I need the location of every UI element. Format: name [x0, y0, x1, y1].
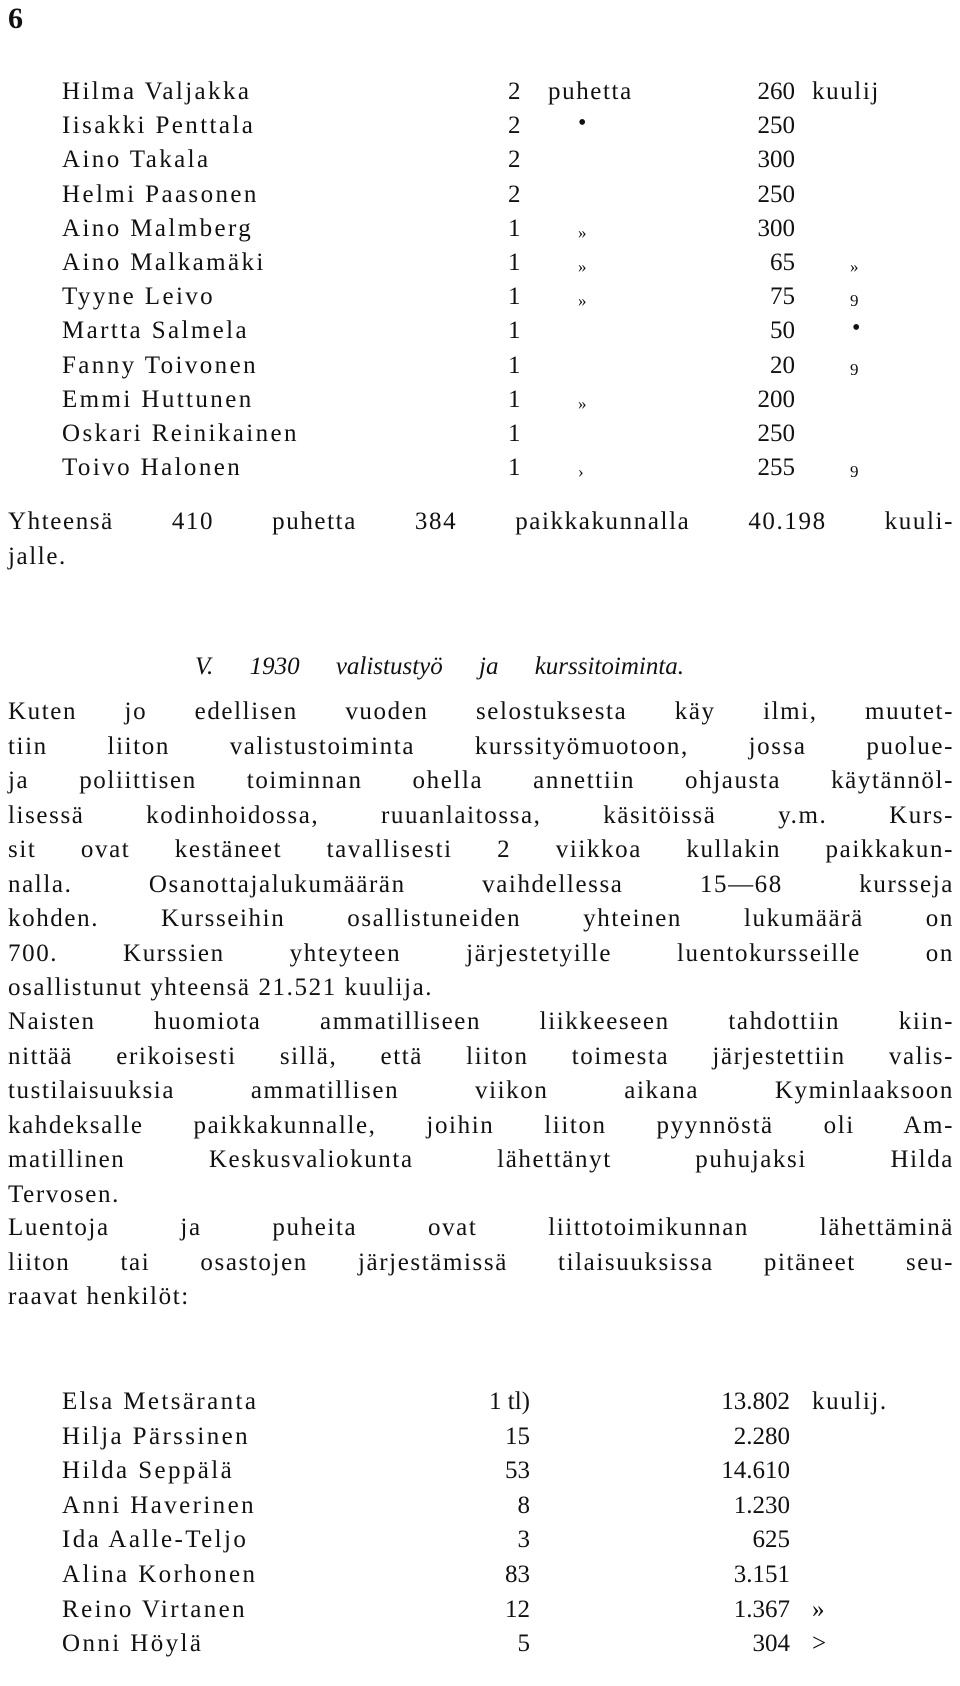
table-row	[0, 1388, 960, 1422]
listener-count: 250	[757, 180, 795, 208]
lecture-count: 1 tl)	[489, 1388, 530, 1415]
table-row	[0, 1492, 960, 1526]
text-line: Kuten jo edellisen vuoden selostuksesta käy ilmi, muutet-	[8, 698, 954, 725]
heading-number: V.	[195, 653, 214, 680]
ditto-mark: »	[578, 393, 587, 413]
speech-count: 1	[508, 351, 521, 379]
speech-count: 2	[508, 180, 521, 208]
suffix-mark: »	[850, 257, 861, 276]
ditto-mark: »	[578, 257, 587, 276]
suffix-mark: 9	[850, 462, 861, 482]
listener-count: 300	[757, 214, 795, 242]
ditto-mark: ›	[578, 462, 584, 482]
table-row	[0, 352, 960, 386]
lecture-count: 5	[517, 1630, 530, 1658]
paragraph-trade-union	[8, 1005, 954, 1212]
listener-count: 1.367	[733, 1595, 790, 1623]
section-heading	[195, 653, 684, 681]
speaker-name: Hilda Seppälä	[62, 1457, 235, 1485]
lecture-count: 8	[517, 1491, 530, 1519]
speaker-name: Aino Takala	[62, 146, 211, 174]
text-line: matillinen Keskusvaliokunta lähettänyt puhujaksi Hilda	[8, 1146, 954, 1173]
listener-count: 75	[770, 283, 795, 311]
text-line: raavat henkilöt:	[8, 1283, 190, 1310]
page-number: 6	[8, 2, 23, 35]
lecture-count: 15	[505, 1422, 530, 1450]
suffix-mark: kuulij.	[812, 1388, 888, 1415]
listener-count: 255	[757, 454, 795, 482]
text-line: 700. Kurssien yhteyteen järjestetyille luentokursseille on	[8, 939, 954, 967]
table-row	[0, 283, 960, 317]
text-line: tiin liiton valistustoiminta kurssityömuotoon, jossa puolue-	[8, 732, 954, 760]
speaker-name: Tyyne Leivo	[62, 283, 216, 311]
speech-count: 2	[508, 78, 521, 105]
suffix-mark: »	[812, 1595, 827, 1623]
text-line: sit ovat kestäneet tavallisesti 2 viikkoa kullakin paikkakun-	[8, 836, 954, 863]
speaker-name: Reino Virtanen	[62, 1595, 248, 1623]
table-row	[0, 215, 960, 249]
text-line: nalla. Osanottajalukumäärän vaihdellessa 15—68 kursseja	[8, 870, 954, 898]
suffix-mark: •	[852, 315, 863, 342]
speaker-name: Hilma Valjakka	[62, 78, 252, 105]
text-line: ja poliittisen toiminnan ohella annettiin ohjausta käytännöl-	[8, 767, 954, 794]
speaker-name: Fanny Toivonen	[62, 351, 258, 379]
speech-count: 2	[508, 112, 521, 140]
listener-count: 1.230	[733, 1491, 790, 1519]
table-row	[0, 1526, 960, 1560]
speaker-name: Iisakki Penttala	[62, 112, 256, 140]
listener-count: 250	[757, 420, 795, 447]
lecture-count: 83	[505, 1561, 530, 1588]
count-unit: puhetta	[548, 78, 633, 105]
total-line-1: Yhteensä 410 puhetta 384 paikkakunnalla 40.198 kuuli-	[8, 508, 954, 535]
text-line: nittää erikoisesti sillä, että liiton toimesta järjestettiin valis-	[8, 1042, 954, 1070]
table-row	[0, 1561, 960, 1595]
table-row	[0, 1457, 960, 1491]
listener-count: 200	[757, 385, 795, 413]
speech-count: 1	[508, 454, 521, 482]
speaker-name: Elsa Metsäranta	[62, 1388, 259, 1415]
text-line: Tervosen.	[8, 1180, 120, 1208]
suffix-mark: 9	[850, 359, 861, 379]
text-line: Naisten huomiota ammatilliseen liikkeeseen tahdottiin kiin-	[8, 1008, 954, 1035]
listener-count: 65	[770, 249, 795, 276]
ditto-mark: »	[578, 291, 587, 311]
speaker-name: Ida Aalle-Teljo	[62, 1526, 249, 1554]
speaker-name: Toivo Halonen	[62, 454, 243, 482]
heading-year: 1930	[249, 653, 300, 680]
listener-count: 14.610	[721, 1457, 790, 1485]
text-line: lisessä kodinhoidossa, ruuanlaitossa, käsitöissä y.m. Kurs-	[8, 801, 954, 829]
speaker-name: Helmi Paasonen	[62, 180, 259, 208]
speech-count: 2	[508, 146, 521, 174]
speech-count: 1	[508, 420, 521, 447]
table-row	[0, 112, 960, 146]
suffix-mark: 9	[850, 291, 861, 311]
suffix-mark: kuulij	[812, 78, 880, 105]
speaker-name: Emmi Huttunen	[62, 385, 254, 413]
table-row	[0, 146, 960, 180]
listener-count: 625	[752, 1526, 790, 1554]
listener-count: 250	[757, 112, 795, 140]
speech-count: 1	[508, 385, 521, 413]
table-row	[0, 454, 960, 488]
heading-word-3: kurssitoiminta.	[534, 653, 685, 680]
text-line: liiton tai osastojen järjestämissä tilaisuuksissa pitäneet seu-	[8, 1248, 954, 1276]
listener-count: 50	[770, 317, 795, 345]
listener-count: 300	[757, 146, 795, 174]
total-line-2: jalle.	[8, 542, 67, 570]
lecture-count: 12	[505, 1595, 530, 1623]
speaker-name: Onni Höylä	[62, 1630, 204, 1658]
speaker-name: Hilja Pärssinen	[62, 1422, 251, 1450]
speaker-name: Aino Malmberg	[62, 214, 254, 242]
speaker-name: Alina Korhonen	[62, 1561, 258, 1588]
ditto-mark: •	[578, 110, 587, 137]
lecture-count: 3	[517, 1526, 530, 1554]
listener-count: 260	[757, 78, 795, 105]
speaker-name: Anni Haverinen	[62, 1491, 256, 1519]
text-line: tustilaisuuksia ammatillisen viikon aikana Kyminlaaksoon	[8, 1077, 954, 1104]
lecture-count: 53	[505, 1457, 530, 1485]
text-line: kohden. Kursseihin osallistuneiden yhteinen lukumäärä on	[8, 905, 954, 932]
speech-count: 1	[508, 283, 521, 311]
total-paragraph	[8, 505, 954, 574]
paragraph-courses	[8, 695, 954, 1006]
table-row	[0, 249, 960, 283]
text-line: Luentoja ja puheita ovat liittotoimikunnan lähettäminä	[8, 1214, 954, 1241]
table-row	[0, 78, 960, 112]
paragraph-lectures	[8, 1211, 954, 1315]
listener-count: 304	[752, 1630, 790, 1658]
table-row	[0, 386, 960, 420]
speaker-name: Aino Malkamäki	[62, 249, 266, 276]
speech-count: 1	[508, 317, 521, 345]
speaker-name: Oskari Reinikainen	[62, 420, 299, 447]
listener-count: 20	[770, 351, 795, 379]
suffix-mark: >	[812, 1630, 828, 1658]
listener-count: 2.280	[733, 1422, 790, 1450]
table-row	[0, 1423, 960, 1457]
table-row	[0, 420, 960, 454]
text-line: kahdeksalle paikkakunnalle, joihin liiton pyynnöstä oli Am-	[8, 1111, 954, 1139]
text-line: osallistunut yhteensä 21.521 kuulija.	[8, 974, 434, 1001]
ditto-mark: »	[578, 222, 587, 242]
heading-word-2: ja	[479, 653, 499, 680]
heading-word-1: valistustyö	[335, 653, 443, 680]
table-row	[0, 181, 960, 215]
speaker-name: Martta Salmela	[62, 317, 250, 345]
speech-count: 1	[508, 249, 521, 276]
listener-count: 13.802	[721, 1388, 790, 1415]
table-row	[0, 1596, 960, 1630]
table-row	[0, 317, 960, 351]
speech-count: 1	[508, 214, 521, 242]
table-row	[0, 1630, 960, 1664]
listener-count: 3.151	[733, 1561, 790, 1588]
